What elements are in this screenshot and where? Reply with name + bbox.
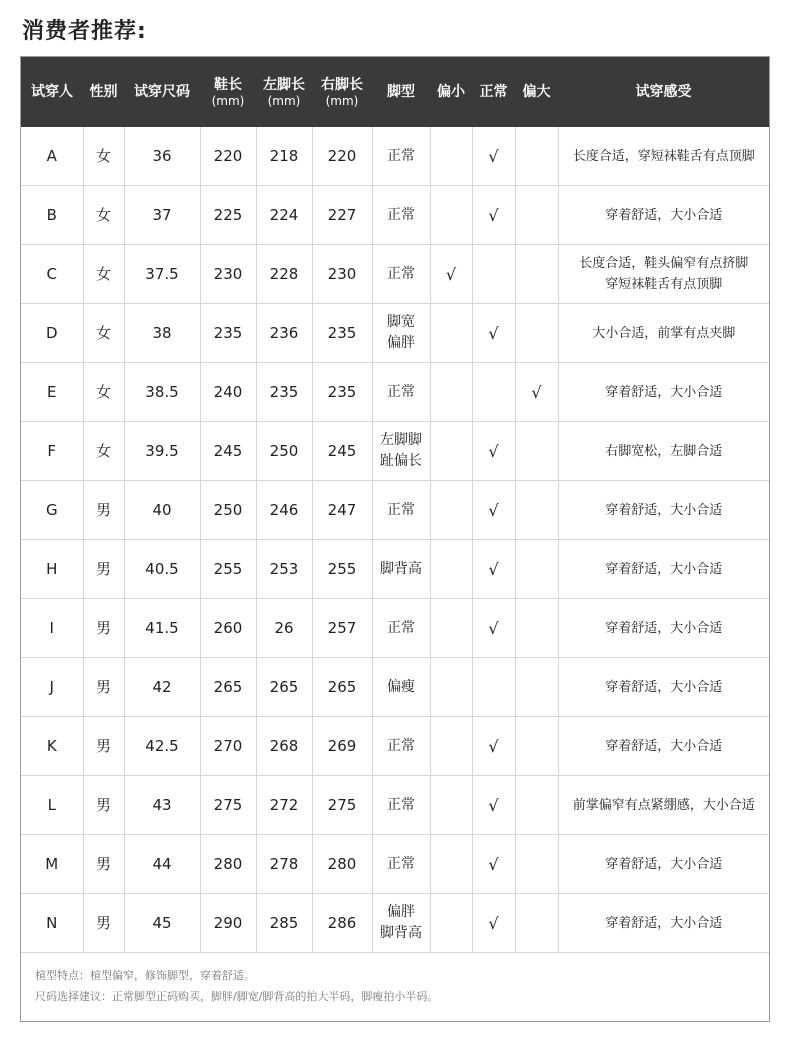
cell-size: 39.5: [124, 422, 200, 481]
size-recommendation-table: [21, 57, 769, 953]
cell-right-foot: 269: [312, 717, 372, 776]
cell-normal-mark: √: [472, 599, 515, 658]
cell-tester: H: [21, 540, 83, 599]
cell-foot-shape: [372, 658, 430, 717]
cell-feeling: [558, 599, 769, 658]
cell-foot-shape-line: 脚背高: [380, 560, 422, 577]
cell-large-mark: √: [515, 363, 558, 422]
cell-size: 40: [124, 481, 200, 540]
cell-normal-mark: [472, 245, 515, 304]
table-row: [21, 835, 769, 894]
cell-size: 37.5: [124, 245, 200, 304]
cell-size: 42: [124, 658, 200, 717]
cell-left-foot: 285: [256, 894, 312, 953]
cell-small-mark: [430, 186, 472, 245]
cell-left-foot: 268: [256, 717, 312, 776]
cell-tester: B: [21, 186, 83, 245]
cell-left-foot: 26: [256, 599, 312, 658]
cell-small-mark: [430, 363, 472, 422]
cell-normal-mark: √: [472, 186, 515, 245]
cell-size: 45: [124, 894, 200, 953]
cell-left-foot: 236: [256, 304, 312, 363]
cell-shoe-length: 275: [200, 776, 256, 835]
cell-tester: G: [21, 481, 83, 540]
cell-small-mark: [430, 717, 472, 776]
cell-shoe-length: 260: [200, 599, 256, 658]
size-recommendation-table-container: [20, 56, 770, 1022]
cell-foot-shape: [372, 304, 430, 363]
cell-gender: 男: [83, 481, 124, 540]
cell-right-foot: 220: [312, 127, 372, 186]
header-gender: 性别: [83, 57, 124, 127]
cell-shoe-length: 255: [200, 540, 256, 599]
cell-feeling-line: 右脚宽松，左脚合适: [605, 443, 723, 459]
header-foot-shape: 脚型: [372, 57, 430, 127]
cell-large-mark: [515, 835, 558, 894]
cell-tester: A: [21, 127, 83, 186]
cell-foot-shape-line: 正常: [387, 796, 415, 813]
cell-feeling-line: 长度合适，鞋头偏窄有点挤脚: [579, 256, 749, 271]
cell-gender: 女: [83, 304, 124, 363]
cell-normal-mark: √: [472, 540, 515, 599]
cell-size: 41.5: [124, 599, 200, 658]
cell-gender: 男: [83, 658, 124, 717]
cell-foot-shape-line: 偏瘦: [387, 678, 415, 695]
cell-large-mark: [515, 599, 558, 658]
cell-small-mark: [430, 835, 472, 894]
header-feeling: 试穿感受: [558, 57, 769, 127]
cell-foot-shape: [372, 599, 430, 658]
cell-large-mark: [515, 717, 558, 776]
cell-foot-shape: [372, 481, 430, 540]
cell-large-mark: [515, 245, 558, 304]
cell-shoe-length: 235: [200, 304, 256, 363]
cell-feeling: [558, 363, 769, 422]
unit-mm: (mm): [325, 93, 359, 108]
cell-right-foot: 245: [312, 422, 372, 481]
cell-feeling: [558, 894, 769, 953]
cell-size: 36: [124, 127, 200, 186]
cell-shoe-length: 290: [200, 894, 256, 953]
table-row: [21, 245, 769, 304]
cell-tester: J: [21, 658, 83, 717]
cell-feeling: [558, 776, 769, 835]
cell-normal-mark: √: [472, 835, 515, 894]
cell-foot-shape-line: 趾偏长: [380, 453, 422, 469]
cell-gender: 女: [83, 363, 124, 422]
cell-normal-mark: √: [472, 127, 515, 186]
cell-feeling-line: 穿着舒适，大小合适: [605, 620, 723, 636]
cell-left-foot: 253: [256, 540, 312, 599]
table-row: [21, 717, 769, 776]
cell-foot-shape-line: 正常: [387, 737, 415, 754]
cell-right-foot: 280: [312, 835, 372, 894]
cell-tester: L: [21, 776, 83, 835]
cell-feeling: [558, 717, 769, 776]
cell-feeling: [558, 127, 769, 186]
cell-right-foot: 235: [312, 363, 372, 422]
table-row: [21, 481, 769, 540]
cell-foot-shape-line: 正常: [387, 265, 415, 282]
cell-feeling-line: 穿着舒适，大小合适: [605, 207, 723, 223]
cell-feeling: [558, 422, 769, 481]
cell-feeling-line: 穿着舒适，大小合适: [605, 384, 723, 400]
table-row: [21, 363, 769, 422]
cell-foot-shape-line: 正常: [387, 855, 415, 872]
cell-left-foot: 246: [256, 481, 312, 540]
cell-tester: I: [21, 599, 83, 658]
table-row: [21, 658, 769, 717]
cell-right-foot: 247: [312, 481, 372, 540]
cell-foot-shape: [372, 835, 430, 894]
cell-foot-shape-line: 脚背高: [380, 925, 422, 941]
cell-large-mark: [515, 540, 558, 599]
cell-normal-mark: √: [472, 717, 515, 776]
cell-tester: K: [21, 717, 83, 776]
cell-feeling: [558, 481, 769, 540]
cell-feeling-line: 大小合适，前掌有点夹脚: [592, 325, 736, 341]
cell-small-mark: [430, 304, 472, 363]
cell-small-mark: [430, 658, 472, 717]
cell-size: 38.5: [124, 363, 200, 422]
unit-mm: (mm): [267, 93, 301, 108]
cell-shoe-length: 270: [200, 717, 256, 776]
cell-gender: 女: [83, 186, 124, 245]
cell-foot-shape-line: 正常: [387, 619, 415, 636]
cell-feeling-line: 穿着舒适，大小合适: [605, 856, 723, 872]
header-size: 试穿尺码: [124, 57, 200, 127]
cell-gender: 女: [83, 422, 124, 481]
page-title: 消费者推荐:: [22, 19, 147, 44]
cell-gender: 女: [83, 127, 124, 186]
cell-left-foot: 224: [256, 186, 312, 245]
cell-small-mark: [430, 776, 472, 835]
cell-gender: 女: [83, 245, 124, 304]
cell-size: 44: [124, 835, 200, 894]
cell-large-mark: [515, 186, 558, 245]
table-row: [21, 304, 769, 363]
cell-size: 43: [124, 776, 200, 835]
table-header: [21, 57, 769, 127]
cell-tester: M: [21, 835, 83, 894]
cell-foot-shape: [372, 245, 430, 304]
cell-small-mark: [430, 127, 472, 186]
cell-size: 40.5: [124, 540, 200, 599]
cell-left-foot: 278: [256, 835, 312, 894]
cell-tester: C: [21, 245, 83, 304]
cell-foot-shape: [372, 363, 430, 422]
cell-feeling: [558, 540, 769, 599]
cell-normal-mark: [472, 658, 515, 717]
table-row: [21, 776, 769, 835]
cell-foot-shape: [372, 422, 430, 481]
cell-large-mark: [515, 422, 558, 481]
cell-right-foot: 286: [312, 894, 372, 953]
cell-normal-mark: √: [472, 894, 515, 953]
cell-small-mark: [430, 894, 472, 953]
cell-feeling-line: 前掌偏窄有点紧绷感，大小合适: [572, 797, 755, 813]
cell-feeling-line: 穿着舒适，大小合适: [605, 502, 723, 518]
cell-foot-shape-line: 偏胖: [387, 335, 415, 351]
cell-shoe-length: 220: [200, 127, 256, 186]
cell-feeling: [558, 186, 769, 245]
cell-gender: 男: [83, 717, 124, 776]
cell-size: 38: [124, 304, 200, 363]
cell-gender: 男: [83, 776, 124, 835]
cell-left-foot: 235: [256, 363, 312, 422]
cell-right-foot: 227: [312, 186, 372, 245]
cell-left-foot: 228: [256, 245, 312, 304]
cell-large-mark: [515, 658, 558, 717]
cell-feeling: [558, 304, 769, 363]
cell-right-foot: 235: [312, 304, 372, 363]
header-tester: 试穿人: [21, 57, 83, 127]
cell-normal-mark: √: [472, 776, 515, 835]
header-left-foot: 左脚长 (mm): [256, 57, 312, 127]
header-shoe-length: 鞋长 (mm): [200, 57, 256, 127]
cell-feeling-line: 长度合适，穿短袜鞋舌有点顶脚: [572, 148, 755, 164]
notes: [21, 953, 769, 1007]
cell-right-foot: 257: [312, 599, 372, 658]
cell-feeling-line: 穿着舒适，大小合适: [605, 915, 723, 931]
cell-foot-shape: [372, 717, 430, 776]
table-row: [21, 894, 769, 953]
cell-foot-shape-line: 正常: [387, 383, 415, 400]
cell-tester: E: [21, 363, 83, 422]
cell-feeling-line: 穿着舒适，大小合适: [605, 561, 723, 577]
cell-feeling-line: 穿着舒适，大小合适: [605, 679, 723, 695]
table-body: [21, 127, 769, 953]
cell-gender: 男: [83, 599, 124, 658]
cell-foot-shape: [372, 894, 430, 953]
cell-right-foot: 230: [312, 245, 372, 304]
cell-feeling-line: 穿短袜鞋舌有点顶脚: [605, 277, 723, 292]
cell-foot-shape: [372, 186, 430, 245]
cell-shoe-length: 245: [200, 422, 256, 481]
cell-foot-shape: [372, 540, 430, 599]
cell-shoe-length: 265: [200, 658, 256, 717]
table-row: [21, 186, 769, 245]
cell-large-mark: [515, 894, 558, 953]
cell-tester: D: [21, 304, 83, 363]
cell-foot-shape: [372, 127, 430, 186]
cell-foot-shape-line: 正常: [387, 501, 415, 518]
cell-large-mark: [515, 304, 558, 363]
table-row: [21, 599, 769, 658]
cell-size: 37: [124, 186, 200, 245]
table-row: [21, 422, 769, 481]
cell-shoe-length: 240: [200, 363, 256, 422]
cell-normal-mark: [472, 363, 515, 422]
cell-shoe-length: 225: [200, 186, 256, 245]
cell-small-mark: [430, 599, 472, 658]
cell-feeling: [558, 835, 769, 894]
cell-small-mark: [430, 481, 472, 540]
cell-foot-shape-line: 正常: [387, 147, 415, 164]
cell-foot-shape-line: 脚宽: [387, 314, 415, 330]
cell-foot-shape: [372, 776, 430, 835]
cell-shoe-length: 280: [200, 835, 256, 894]
cell-large-mark: [515, 127, 558, 186]
header-normal: 正常: [472, 57, 515, 127]
unit-mm: (mm): [211, 93, 245, 108]
cell-left-foot: 218: [256, 127, 312, 186]
cell-large-mark: [515, 481, 558, 540]
cell-right-foot: 265: [312, 658, 372, 717]
cell-shoe-length: 250: [200, 481, 256, 540]
cell-shoe-length: 230: [200, 245, 256, 304]
cell-small-mark: √: [430, 245, 472, 304]
table-row: [21, 127, 769, 186]
cell-right-foot: 275: [312, 776, 372, 835]
cell-normal-mark: √: [472, 422, 515, 481]
table-row: [21, 540, 769, 599]
cell-size: 42.5: [124, 717, 200, 776]
cell-gender: 男: [83, 835, 124, 894]
cell-large-mark: [515, 776, 558, 835]
note-size-advice: 尺码选择建议：正常脚型正码购买，脚胖/脚宽/脚背高的拍大半码，脚瘦拍小半码。: [35, 990, 439, 1003]
cell-foot-shape-line: 左脚脚: [380, 432, 422, 448]
cell-foot-shape-line: 偏胖: [387, 904, 415, 920]
cell-gender: 男: [83, 894, 124, 953]
header-right-foot: 右脚长 (mm): [312, 57, 372, 127]
cell-feeling-line: 穿着舒适，大小合适: [605, 738, 723, 754]
cell-right-foot: 255: [312, 540, 372, 599]
cell-feeling: [558, 245, 769, 304]
cell-normal-mark: √: [472, 481, 515, 540]
header-large: 偏大: [515, 57, 558, 127]
cell-left-foot: 265: [256, 658, 312, 717]
cell-gender: 男: [83, 540, 124, 599]
cell-tester: F: [21, 422, 83, 481]
cell-small-mark: [430, 540, 472, 599]
cell-normal-mark: √: [472, 304, 515, 363]
cell-small-mark: [430, 422, 472, 481]
cell-left-foot: 250: [256, 422, 312, 481]
cell-left-foot: 272: [256, 776, 312, 835]
cell-feeling: [558, 658, 769, 717]
cell-foot-shape-line: 正常: [387, 206, 415, 223]
header-small: 偏小: [430, 57, 472, 127]
note-last-feature: 楦型特点：楦型偏窄，修饰脚型，穿着舒适。: [35, 969, 255, 982]
cell-tester: N: [21, 894, 83, 953]
